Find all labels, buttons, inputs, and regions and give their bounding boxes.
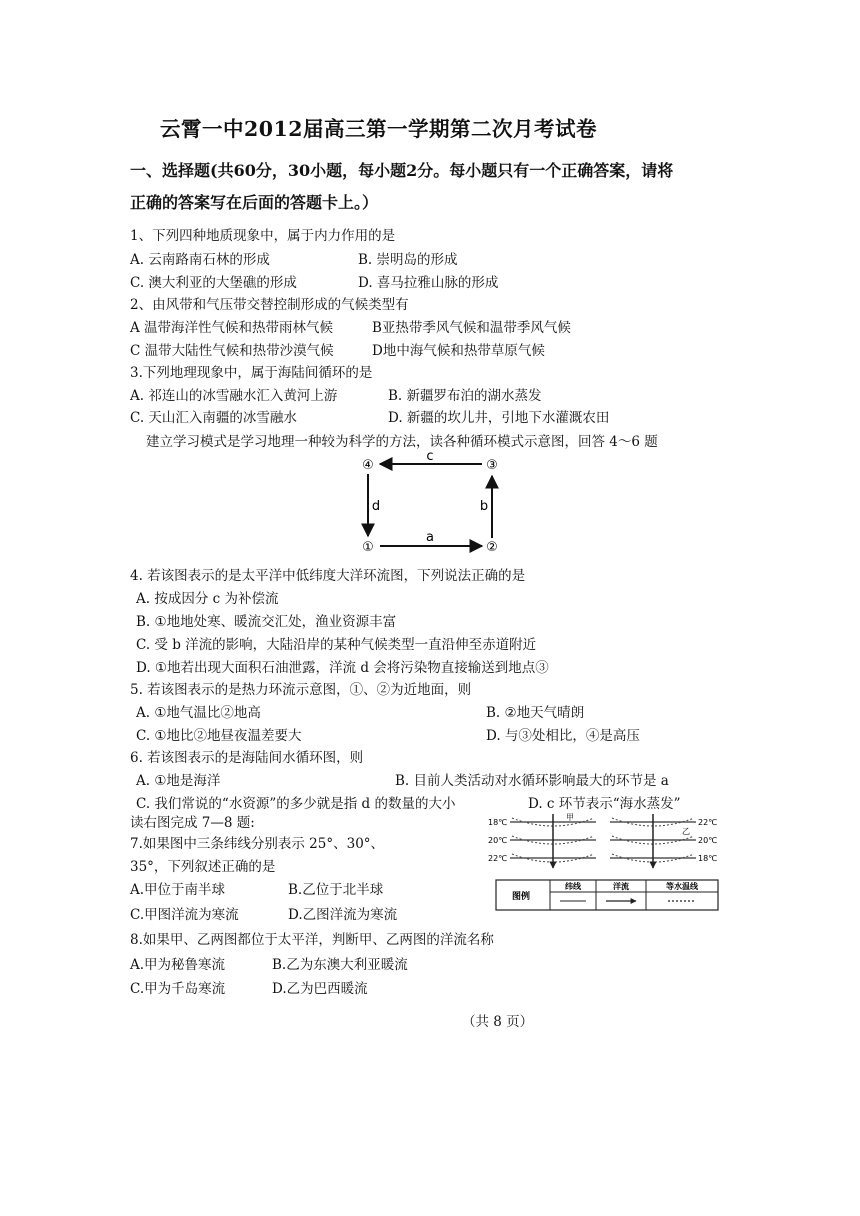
q8-option-b: B.乙为东澳大利亚暖流 bbox=[272, 957, 408, 973]
q3-option-c: C. 天山汇入南疆的冰雪融水 bbox=[130, 410, 297, 426]
q4-stem: 4. 若该图表示的是太平洋中低纬度大洋环流图，下列说法正确的是 bbox=[130, 568, 526, 584]
label-a: a bbox=[426, 530, 434, 545]
q7-stem-line2: 35°，下列叙述正确的是 bbox=[130, 859, 276, 875]
read-figure-instruction: 读右图完成 7—8 题: bbox=[130, 815, 255, 831]
intro-text: 建立学习模式是学习地理一种较为科学的方法，读各种循环模式示意图，回答 4～6 题 bbox=[146, 434, 658, 450]
q5-option-b: B. ②地天气晴朗 bbox=[486, 705, 585, 721]
q4-option-d: D. ①地若出现大面积石油泄露，洋流 d 会将污染物直接输送到地点③ bbox=[136, 660, 549, 676]
exam-title: 云霄一中2012届高三第一学期第二次月考试卷 bbox=[160, 117, 598, 141]
ocean-current-figure bbox=[486, 812, 720, 912]
q5-option-d: D. 与③处相比，④是高压 bbox=[486, 728, 640, 744]
page-count-footer: （共 8 页） bbox=[462, 1014, 534, 1030]
cycle-diagram bbox=[350, 452, 510, 558]
yi-temp-2: 20℃ bbox=[698, 836, 718, 845]
label-c: c bbox=[426, 452, 434, 464]
q2-option-d: D地中海气候和热带草原气候 bbox=[372, 343, 545, 359]
section-heading-line2: 正确的答案写在后面的答题卡上。） bbox=[130, 193, 379, 212]
q5-option-a: A. ①地气温比②地高 bbox=[136, 705, 261, 721]
q2-stem: 2、由风带和气压带交替控制形成的气候类型有 bbox=[130, 297, 409, 313]
node-4-label: ④ bbox=[362, 458, 374, 473]
q6-option-b: B. 目前人类活动对水循环影响最大的环节是 a bbox=[395, 773, 669, 789]
q8-stem: 8.如果甲、乙两图都位于太平洋，判断甲、乙两图的洋流名称 bbox=[130, 932, 494, 948]
q4-option-b: B. ①地地处寒、暖流交汇处，渔业资源丰富 bbox=[136, 614, 397, 630]
q8-option-d: D.乙为巴西暖流 bbox=[272, 981, 368, 997]
q8-option-a: A.甲为秘鲁寒流 bbox=[130, 957, 226, 973]
q1-option-d: D. 喜马拉雅山脉的形成 bbox=[358, 275, 499, 291]
panel-yi bbox=[610, 814, 717, 868]
q2-option-c: C 温带大陆性气候和热带沙漠气候 bbox=[130, 343, 334, 359]
q3-stem: 3.下列地理现象中，属于海陆间循环的是 bbox=[130, 365, 373, 381]
q1-option-a: A. 云南路南石林的形成 bbox=[130, 252, 270, 268]
q7-option-c: C.甲图洋流为寒流 bbox=[130, 907, 239, 923]
q3-option-b: B. 新疆罗布泊的湖水蒸发 bbox=[388, 388, 542, 404]
jia-temp-3: 22℃ bbox=[488, 854, 508, 863]
q6-option-c: C. 我们常说的“水资源”的多少就是指 d 的数量的大小 bbox=[136, 796, 456, 812]
q3-option-d: D. 新疆的坎儿井，引地下水灌溉农田 bbox=[388, 410, 610, 426]
q5-option-c: C. ①地比②地昼夜温差要大 bbox=[136, 728, 302, 744]
legend-latitude: 纬线 bbox=[565, 882, 581, 891]
yi-temp-1: 22℃ bbox=[698, 818, 718, 827]
q1-option-c: C. 澳大利亚的大堡礁的形成 bbox=[130, 275, 297, 291]
panel-jia bbox=[488, 813, 596, 868]
label-d: d bbox=[371, 499, 381, 514]
q3-option-a: A. 祁连山的冰雪融水汇入黄河上游 bbox=[130, 388, 338, 404]
q6-option-d: D. c 环节表示“海水蒸发” bbox=[528, 796, 681, 812]
q6-option-a: A. ①地是海洋 bbox=[136, 773, 221, 789]
q6-stem: 6. 若该图表示的是海陆间水循环图，则 bbox=[130, 750, 364, 766]
q7-option-a: A.甲位于南半球 bbox=[130, 882, 226, 898]
jia-temp-2: 20℃ bbox=[488, 836, 508, 845]
section-heading-line1: 一、选择题(共60分，30小题，每小题2分。每小题只有一个正确答案，请将 bbox=[130, 161, 674, 180]
yi-label: 乙 bbox=[682, 827, 690, 836]
node-2-label: ② bbox=[486, 540, 498, 555]
legend-isotherm: 等水温线 bbox=[666, 882, 698, 891]
q1-option-b: B. 崇明岛的形成 bbox=[358, 252, 458, 268]
q2-option-a: A 温带海洋性气候和热带雨林气候 bbox=[130, 320, 334, 336]
q7-stem-line1: 7.如果图中三条纬线分别表示 25°、30°、 bbox=[130, 836, 385, 852]
figure-legend bbox=[496, 880, 718, 910]
q5-stem: 5. 若该图表示的是热力环流示意图，①、②为近地面，则 bbox=[130, 682, 472, 698]
yi-temp-3: 18℃ bbox=[698, 854, 718, 863]
legend-title: 图例 bbox=[512, 892, 531, 902]
label-b: b bbox=[479, 499, 489, 514]
q8-option-c: C.甲为千岛寒流 bbox=[130, 981, 226, 997]
q7-option-b: B.乙位于北半球 bbox=[288, 882, 384, 898]
q1-stem: 1、下列四种地质现象中，属于内力作用的是 bbox=[130, 228, 396, 244]
q2-option-b: B亚热带季风气候和温带季风气候 bbox=[372, 320, 571, 336]
q4-option-a: A. 按成因分 c 为补偿流 bbox=[136, 591, 279, 607]
q4-option-c: C. 受 b 洋流的影响，大陆沿岸的某种气候类型一直沿伸至赤道附近 bbox=[136, 637, 537, 653]
q7-option-d: D.乙图洋流为寒流 bbox=[288, 907, 398, 923]
node-1-label: ① bbox=[362, 540, 374, 555]
node-3-label: ③ bbox=[486, 458, 498, 473]
jia-label: 甲 bbox=[566, 813, 574, 822]
jia-temp-1: 18℃ bbox=[488, 818, 508, 827]
legend-current: 洋流 bbox=[613, 882, 629, 891]
